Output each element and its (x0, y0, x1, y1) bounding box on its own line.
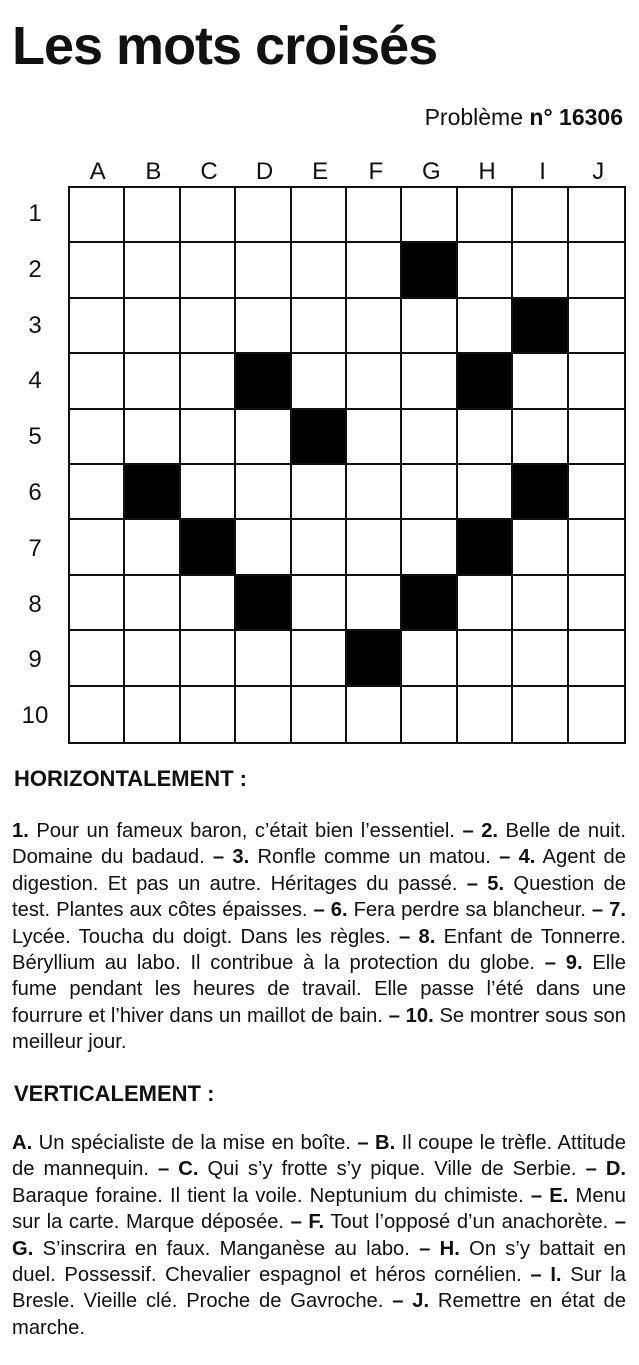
column-label-e: E (312, 158, 329, 185)
grid-cell[interactable] (569, 410, 624, 465)
grid-cell[interactable] (458, 465, 513, 520)
clue-separator: – (457, 872, 488, 895)
vertical-clue (284, 1211, 608, 1233)
grid-cell[interactable] (569, 299, 624, 354)
clue-number: 8. (418, 925, 436, 948)
grid-cell[interactable] (125, 299, 180, 354)
horizontal-clue (12, 820, 455, 842)
grid-cell[interactable] (181, 299, 236, 354)
grid-cell[interactable] (236, 410, 291, 465)
clue-separator: – (535, 952, 566, 975)
crossword-grid (68, 186, 626, 744)
black-cell (458, 354, 513, 409)
grid-cell[interactable] (125, 687, 180, 742)
clue-text: Menu sur la carte. Marque déposée. (12, 1184, 626, 1234)
clue-separator: – (521, 1264, 551, 1287)
clue-text: Enfant de Tonnerre. Béryllium au labo. Il contribue à la protection du globe. (12, 925, 626, 975)
grid-cell[interactable] (513, 354, 568, 409)
grid-cell[interactable] (181, 631, 236, 686)
clue-separator: – (148, 1158, 179, 1181)
clue-number: 5. (487, 872, 505, 895)
clue-number: 3. (232, 846, 250, 869)
row-label-1: 1 (28, 200, 42, 227)
clue-separator: – (350, 1132, 376, 1154)
vertical-clue (149, 1158, 577, 1180)
row-label-5: 5 (28, 423, 42, 451)
grid-cell[interactable] (402, 188, 457, 243)
grid-cell[interactable] (292, 576, 347, 631)
clue-text: Belle de nuit. Domaine du badaud. (12, 820, 626, 869)
clue-text: Fera perdre sa blancheur. (347, 899, 586, 922)
grid-cell[interactable] (125, 631, 180, 686)
row-label-6: 6 (28, 479, 42, 506)
clue-text: Qui s’y frotte s’y pique. Ville de Serbie. (198, 1158, 577, 1181)
grid-cell[interactable] (402, 465, 457, 520)
grid-cell[interactable] (181, 188, 236, 243)
grid-cell[interactable] (236, 631, 291, 686)
grid-cell[interactable] (458, 631, 513, 686)
grid-cell[interactable] (292, 188, 347, 243)
clue-number: 10. (405, 1004, 434, 1027)
grid-cell[interactable] (181, 354, 236, 409)
black-cell (458, 520, 513, 575)
clue-text: Ronfle comme un matou. (249, 846, 491, 869)
grid-cell[interactable] (70, 687, 125, 742)
column-labels (70, 158, 626, 184)
grid-cell[interactable] (236, 687, 291, 742)
grid-cell[interactable] (569, 354, 624, 409)
black-cell (292, 410, 347, 465)
clue-number: I. (550, 1264, 562, 1287)
column-label-i: I (539, 158, 546, 185)
grid-cell[interactable] (402, 299, 457, 354)
clue-number: 4. (518, 846, 536, 869)
black-cell (513, 465, 568, 520)
clue-text: Agent de digestion. Et pas un autre. Héritages du passé. (12, 846, 626, 895)
clue-number: H. (439, 1237, 460, 1260)
horizontal-clues (12, 818, 626, 1056)
clue-number: B. (375, 1132, 396, 1154)
clue-separator: – (383, 1290, 413, 1313)
grid-cell[interactable] (513, 687, 568, 742)
clue-number: A. (12, 1132, 33, 1154)
grid-cell[interactable] (347, 687, 402, 742)
grid-cell[interactable] (569, 188, 624, 243)
grid-cell[interactable] (569, 576, 624, 631)
clue-text: On s’y battait en duel. Possessif. Chevalier espagnol et héros cornélien. (12, 1237, 626, 1287)
problem-label: Problème (424, 104, 523, 130)
problem-number-prefix: n° (529, 104, 553, 130)
grid-cell[interactable] (402, 520, 457, 575)
grid-cell[interactable] (402, 354, 457, 409)
horizontal-heading: HORIZONTALEMENT : (14, 766, 248, 791)
black-cell (125, 465, 180, 520)
problem-number-value: 16306 (559, 104, 623, 130)
clue-text: Sur la Bresle. Vieille clé. Proche de Gavroche. (12, 1264, 626, 1313)
vertical-clues (12, 1130, 626, 1341)
page-title: Les mots croisés (12, 16, 438, 76)
clue-number: J. (412, 1290, 430, 1313)
grid-cell[interactable] (402, 631, 457, 686)
grid-cell[interactable] (125, 576, 180, 631)
grid-cell[interactable] (458, 410, 513, 465)
grid-cell[interactable] (292, 299, 347, 354)
grid-cell[interactable] (292, 687, 347, 742)
grid-cell[interactable] (181, 410, 236, 465)
clue-text: Remettre en état de marche. (12, 1290, 626, 1339)
column-label-a: A (89, 158, 106, 185)
clue-separator: – (585, 899, 610, 922)
grid-cell[interactable] (513, 243, 568, 298)
clue-text: Pour un fameux baron, c’était bien l’essentiel. (28, 820, 455, 842)
grid-cell[interactable] (569, 465, 624, 520)
grid-cell[interactable] (347, 410, 402, 465)
clue-separator: – (383, 1004, 406, 1027)
clue-number: D. (605, 1158, 626, 1181)
clue-text: Il coupe le trèfle. Attitude de mannequin. (12, 1132, 626, 1181)
clue-number: 1. (12, 820, 29, 842)
clue-separator: – (307, 899, 331, 922)
grid-cell[interactable] (513, 520, 568, 575)
clue-separator: – (409, 1237, 440, 1260)
black-cell (236, 354, 291, 409)
grid-cell[interactable] (292, 631, 347, 686)
clue-text: Question de test. Plantes aux côtes épaisses. (12, 872, 626, 922)
grid-cell[interactable] (70, 354, 125, 409)
grid-cell[interactable] (70, 465, 125, 520)
clue-separator: – (390, 925, 419, 948)
grid-cell[interactable] (236, 299, 291, 354)
row-label-3: 3 (28, 311, 42, 339)
column-label-d: D (255, 158, 274, 185)
grid-cell[interactable] (513, 410, 568, 465)
clue-text: Tout l’opposé d’un anachorète. (324, 1211, 609, 1234)
clue-text: S’inscrira en faux. Manganèse au labo. (33, 1237, 410, 1260)
grid-cell[interactable] (181, 243, 236, 298)
row-label-10: 10 (21, 702, 49, 730)
grid-cell[interactable] (70, 576, 125, 631)
black-cell (513, 299, 568, 354)
row-label-4: 4 (28, 367, 42, 395)
grid-cell[interactable] (70, 410, 125, 465)
grid-cell[interactable] (292, 354, 347, 409)
grid-cell[interactable] (402, 410, 457, 465)
grid-cell[interactable] (347, 576, 402, 631)
grid-cell[interactable] (569, 631, 624, 686)
row-label-8: 8 (28, 590, 42, 618)
clue-number: E. (549, 1184, 569, 1207)
clue-separator: – (523, 1184, 550, 1207)
grid-cell[interactable] (236, 243, 291, 298)
grid-cell[interactable] (569, 243, 624, 298)
grid-cell[interactable] (292, 243, 347, 298)
column-label-c: C (200, 158, 218, 185)
row-label-7: 7 (28, 534, 42, 562)
grid-cell[interactable] (70, 631, 125, 686)
horizontal-clue (205, 846, 491, 868)
clue-separator: – (490, 846, 519, 869)
clue-number: 9. (565, 952, 583, 975)
clue-text: Lycée. Toucha du doigt. Dans les règles. (12, 925, 391, 948)
grid-cell[interactable] (125, 354, 180, 409)
grid-cell[interactable] (125, 243, 180, 298)
grid-cell[interactable] (513, 188, 568, 243)
grid-cell[interactable] (458, 243, 513, 298)
black-cell (402, 243, 457, 298)
clue-text: Elle fume pendant les heures de travail. Elle passe l’été dans une fourrure et l’hiver dans un maillot de bain. (12, 952, 626, 1027)
grid-cell[interactable] (347, 299, 402, 354)
vertical-clue (12, 1132, 351, 1154)
clue-separator: – (284, 1211, 309, 1234)
grid-cell[interactable] (458, 188, 513, 243)
clue-separator: – (204, 846, 233, 869)
grid-cell[interactable] (292, 520, 347, 575)
grid-cell[interactable] (125, 188, 180, 243)
grid-cell[interactable] (458, 687, 513, 742)
clue-number: F. (308, 1211, 325, 1234)
grid-cell[interactable] (569, 687, 624, 742)
row-label-9: 9 (28, 646, 42, 674)
grid-cell[interactable] (181, 687, 236, 742)
column-label-j: J (592, 158, 605, 185)
column-label-f: F (368, 158, 384, 185)
black-cell (181, 520, 236, 575)
grid-cell[interactable] (70, 299, 125, 354)
grid-cell[interactable] (458, 299, 513, 354)
grid-cell[interactable] (181, 576, 236, 631)
grid-cell[interactable] (347, 188, 402, 243)
black-cell (402, 576, 457, 631)
clue-number: C. (178, 1158, 199, 1181)
grid-cell[interactable] (292, 465, 347, 520)
black-cell (347, 631, 402, 686)
clue-number: 7. (609, 899, 626, 922)
grid-cell[interactable] (458, 576, 513, 631)
column-label-b: B (145, 158, 162, 185)
grid-cell[interactable] (402, 687, 457, 742)
clue-text: Baraque foraine. Il tient la voile. Neptunium du chimiste. (12, 1184, 524, 1207)
grid-cell[interactable] (236, 188, 291, 243)
clue-separator: – (576, 1158, 606, 1181)
clue-text: Un spécialiste de la mise en boîte. (32, 1132, 351, 1154)
column-label-h: H (478, 158, 496, 185)
row-labels (10, 186, 60, 744)
grid-cell[interactable] (125, 520, 180, 575)
black-cell (236, 576, 291, 631)
grid-cell[interactable] (181, 465, 236, 520)
clue-text: Se montrer sous son meilleur jour. (12, 1004, 626, 1054)
grid-cell[interactable] (70, 520, 125, 575)
clue-number: 2. (481, 820, 499, 842)
vertical-heading: VERTICALEMENT : (14, 1081, 215, 1106)
problem-number (425, 104, 623, 131)
grid-cell[interactable] (347, 354, 402, 409)
horizontal-clue (308, 899, 586, 921)
grid-cell[interactable] (70, 188, 125, 243)
row-label-2: 2 (28, 255, 42, 283)
grid-cell[interactable] (347, 243, 402, 298)
grid-cell[interactable] (236, 520, 291, 575)
grid-cell[interactable] (236, 465, 291, 520)
clue-number: G. (12, 1237, 34, 1260)
grid-cell[interactable] (347, 520, 402, 575)
clue-number: 6. (330, 899, 348, 922)
column-label-g: G (422, 158, 441, 185)
grid-cell[interactable] (513, 576, 568, 631)
clue-separator: – (608, 1211, 627, 1234)
grid-cell[interactable] (347, 465, 402, 520)
clue-separator: – (454, 820, 482, 842)
grid-cell[interactable] (513, 631, 568, 686)
grid-cell[interactable] (70, 243, 125, 298)
grid-cell[interactable] (125, 410, 180, 465)
grid-cell[interactable] (569, 520, 624, 575)
